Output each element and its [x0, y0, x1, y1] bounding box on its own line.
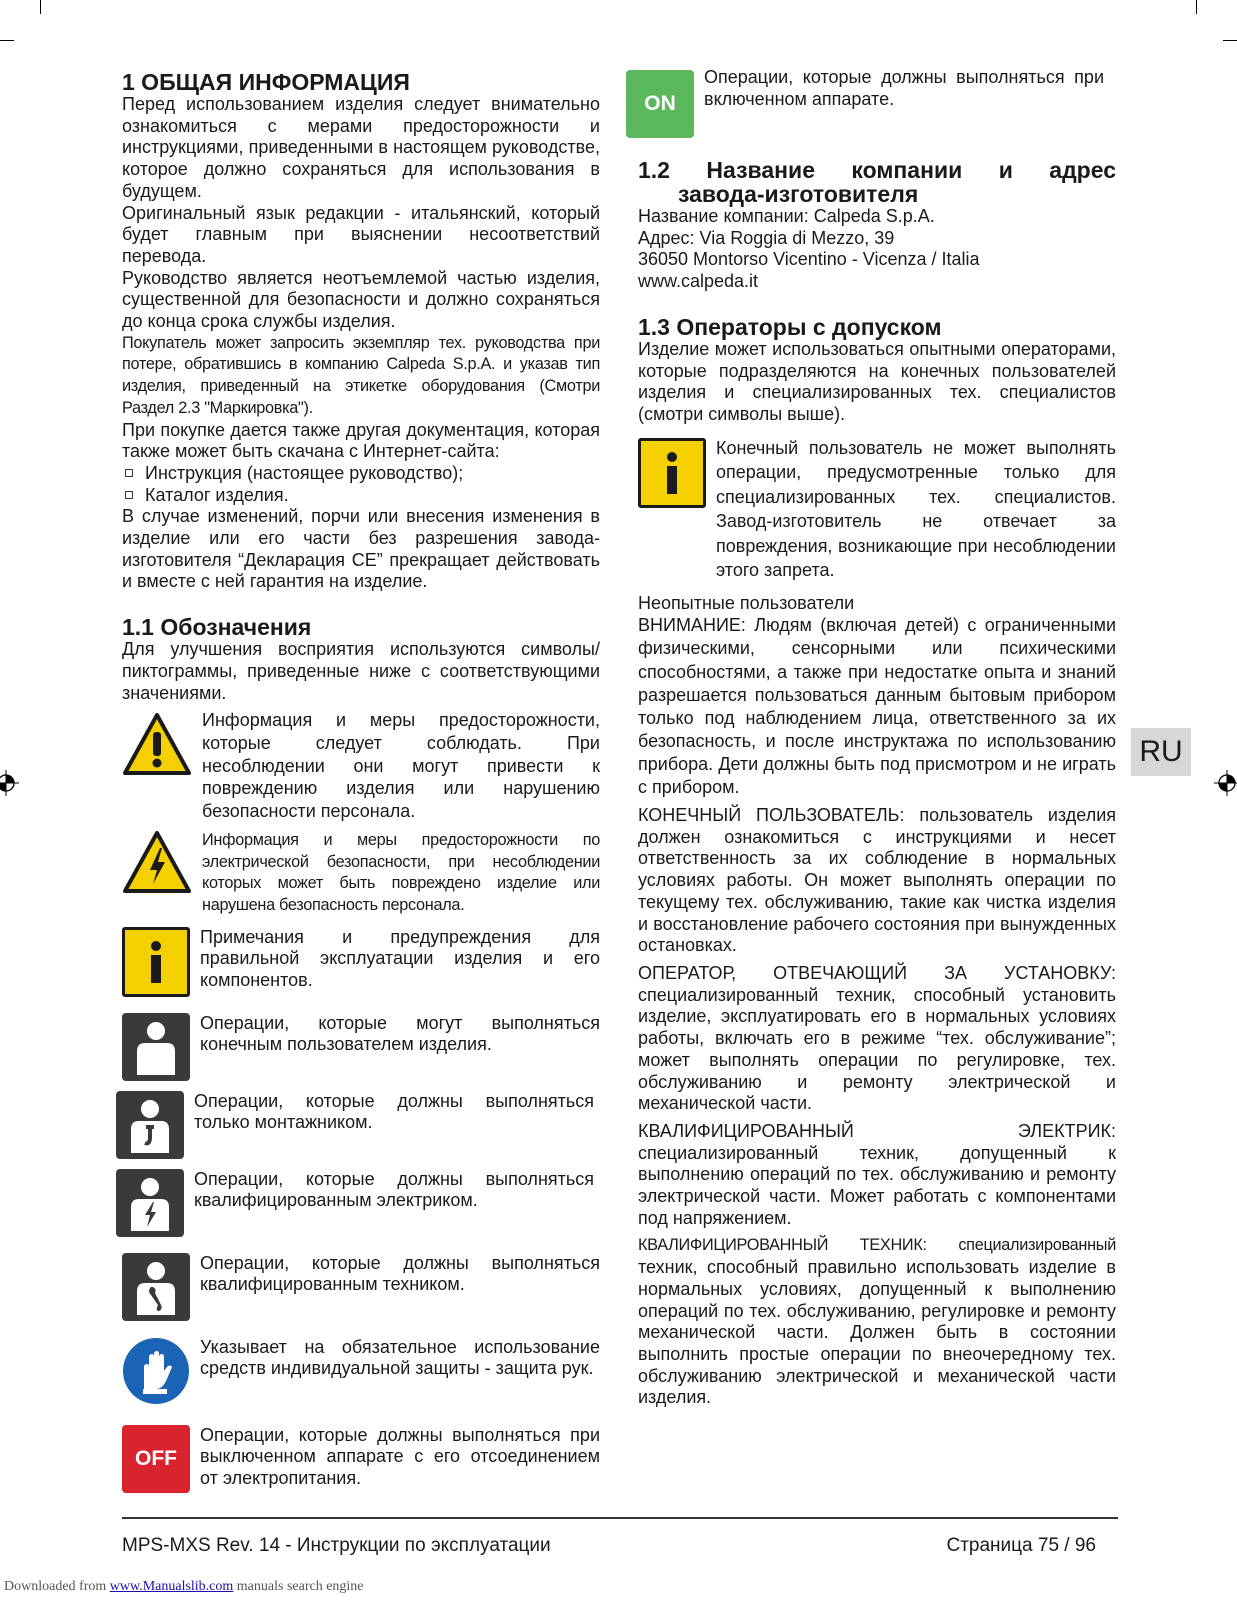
crop-mark	[0, 40, 14, 41]
left-column	[122, 70, 600, 1493]
installer-icon	[116, 1091, 184, 1159]
registration-mark-icon	[0, 770, 19, 796]
crop-mark	[40, 0, 41, 14]
symbol-text: Информация и меры предосторожности по электрической безопасности, при несоблюдении которых может быть повреждено изделие или нарушена безопасность персонала.	[202, 830, 600, 914]
symbol-info	[122, 927, 600, 997]
symbol-electrical	[122, 830, 600, 917]
warning-exclamation-icon	[122, 712, 192, 776]
footer-document-title: MPS-MXS Rev. 14 - Инструкции по эксплуатации	[122, 1535, 551, 1556]
footer-page-number: Страница 75 / 96	[946, 1535, 1096, 1556]
documentation-list	[122, 463, 600, 506]
symbol-text: Операции, которые должны выполняться при выключенном аппарате с его отсоединением от электропитания.	[200, 1424, 600, 1489]
section-1-2-title: 1.2 Название компании и адрес	[638, 157, 1116, 183]
square-bullet-icon	[125, 491, 133, 499]
section-1-title: 1 ОБЩАЯ ИНФОРМАЦИЯ	[122, 69, 410, 95]
symbol-text: Операции, которые могут выполняться конечным пользователем изделия.	[200, 1012, 600, 1055]
installer-text: ОПЕРАТОР, ОТВЕЧАЮЩИЙ ЗА УСТАНОВКУ: специализированный техник, способный установить изделие, эксплуатировать его в нормальных условиях работы, включать его в режиме “тех. обслуживание”; может выполнять операции по регулировке, тех. обслуживанию и ремонту электрической и механической части.	[638, 963, 1116, 1114]
language-tab: RU	[1131, 728, 1191, 776]
symbol-warning	[122, 712, 600, 824]
crop-mark	[1196, 0, 1197, 14]
symbol-text: Операции, которые должны выполняться квалифицированным электриком.	[194, 1168, 594, 1211]
symbol-electrician	[116, 1169, 594, 1237]
off-icon: OFF	[122, 1425, 190, 1493]
gloves-icon	[122, 1337, 190, 1405]
download-banner: Downloaded from www.Manualslib.com manuals search engine	[4, 1579, 364, 1594]
square-bullet-icon	[125, 469, 133, 477]
section-1-3-title: 1.3 Операторы с допуском	[638, 313, 942, 340]
symbol-text: Операции, которые должны выполняться только монтажником.	[194, 1090, 594, 1133]
company-address: Адрес: Via Roggia di Mezzo, 39	[638, 227, 895, 248]
symbol-gloves	[122, 1337, 600, 1405]
list-item: Инструкция (настоящее руководство);	[122, 463, 600, 485]
company-website: www.calpeda.it	[638, 271, 759, 292]
technician-heading: КВАЛИФИЦИРОВАННЫЙ ТЕХНИК: специализированный	[638, 1236, 1116, 1255]
electrical-hazard-icon	[122, 830, 192, 894]
crop-mark	[1223, 40, 1237, 41]
end-user-icon	[122, 1013, 190, 1081]
manual-request-paragraph: Покупатель может запросить экземпляр тех. руководства при потере, обратившись в компанию Calpeda S.p.A. и указав тип изделия, приведенный на этикетке оборудования (Смотри Раздел 2.3 "Маркировка").	[122, 333, 600, 417]
company-city: 36050 Montorso Vicentino - Vicenza / Italia	[638, 249, 980, 270]
symbol-off	[122, 1425, 600, 1493]
list-item: Каталог изделия.	[122, 485, 600, 507]
section-1-1-title: 1.1 Обозначения	[122, 614, 312, 641]
info-icon	[638, 438, 706, 508]
operators-intro: Изделие может использоваться опытными операторами, которые подразделяются на конечных пользователей изделия и специализированных тех. специалистов (смотри символы выше).	[638, 338, 1116, 424]
symbol-technician	[122, 1253, 600, 1321]
electrician-icon	[116, 1169, 184, 1237]
symbol-text: Операции, которые должны выполняться квалифицированным техником.	[200, 1252, 600, 1295]
section-1-2-title-continued: завода-изготовителя	[678, 181, 919, 207]
symbol-text: Указывает на обязательное использование средств индивидуальной защиты - защита рук.	[200, 1336, 600, 1379]
documentation-paragraph: При покупке дается также другая документация, которая также может быть скачана с Интернет-сайта:	[122, 419, 600, 462]
end-user-text: КОНЕЧНЫЙ ПОЛЬЗОВАТЕЛЬ: пользователь изделия должен ознакомиться с инструкциями и несет ответственность за их соблюдение в нормальных условиях работы. Он может выполнять операции по текущему тех. обслуживанию, такие как чистка изделия и восстановление рабочего состояния при вынужденных остановках.	[638, 805, 1116, 956]
registration-mark-icon	[1214, 770, 1237, 796]
symbol-text: Информация и меры предосторожности, которые следует соблюдать. При несоблюдении они могут привести к повреждению изделия или нарушению безопасности персонала.	[202, 710, 600, 822]
manual-part-paragraph: Руководство является неотъемлемой частью изделия, существенной для безопасности и должно сохраняться до конца срока службы изделия.	[122, 267, 600, 332]
technician-text: техник, способный правильно использовать изделие в нормальных условиях, допущенный к выполнению операций по тех. обслуживанию, регулировке и ремонту механической части. Должен быть в состоянии выполнить простые операции по внеочередному тех. обслуживанию электрической и механической части изделия.	[638, 1257, 1116, 1408]
manualslib-link[interactable]: www.Manualslib.com	[109, 1579, 234, 1594]
symbol-on	[626, 67, 1104, 138]
symbol-text: Операции, которые должны выполняться при включенном аппарате.	[704, 67, 1104, 109]
symbols-intro: Для улучшения восприятия используются символы/пиктограммы, приведенные ниже с соответствующими значениями.	[122, 639, 600, 703]
symbol-installer	[116, 1091, 594, 1159]
inexperienced-users-title: Неопытные пользователи	[638, 592, 855, 613]
company-name: Название компании: Calpeda S.p.A.	[638, 206, 935, 226]
on-icon: ON	[626, 70, 694, 138]
symbol-end-user	[122, 1013, 600, 1081]
right-column	[638, 67, 1116, 1409]
warranty-paragraph: В случае изменений, порчи или внесения изменения в изделие или его части без разрешения завода-изготовителя “Декларация CE” прекращает действовать и вместе с ней гарантия на изделие.	[122, 506, 600, 592]
info-note-text: Конечный пользователь не может выполнять операции, предусмотренные только для специализированных тех. специалистов. Завод-изготовитель не отвечает за повреждения, возникающие при несоблюдении этого запрета.	[716, 437, 1116, 581]
electrician-text: КВАЛИФИЦИРОВАННЫЙ ЭЛЕКТРИК: специализированный техник, допущенный к выполнению операций по тех. обслуживанию и ремонту электрической части. Может работать с компонентами под напряжением.	[638, 1120, 1116, 1228]
technician-icon	[122, 1253, 190, 1321]
general-info-paragraph: Перед использованием изделия следует внимательно ознакомиться с мерами предосторожности и инструкциями, приведенными в настоящем руководстве, которое должно сохраняться для использования в будущем.	[122, 94, 600, 201]
footer-divider	[122, 1517, 1118, 1519]
original-language-paragraph: Оригинальный язык редакции - итальянский, который будет главным при выяснении несоответствий перевода.	[122, 202, 600, 266]
info-icon	[122, 927, 190, 997]
symbol-text: Примечания и предупреждения для правильной эксплуатации изделия и его компонентов.	[200, 926, 600, 991]
symbol-info-note	[638, 438, 1116, 583]
inexperienced-users-text: ВНИМАНИЕ: Людям (включая детей) с ограниченными физическими, сенсорными или психическими способностями, а также при недостатке опыта и знаний разрешается пользоваться данным бытовым прибором только под наблюдением лица, ответственного за их безопасность, и после инструктажа по использованию прибора. Дети должны быть под присмотром и не играть с прибором.	[638, 615, 1116, 797]
